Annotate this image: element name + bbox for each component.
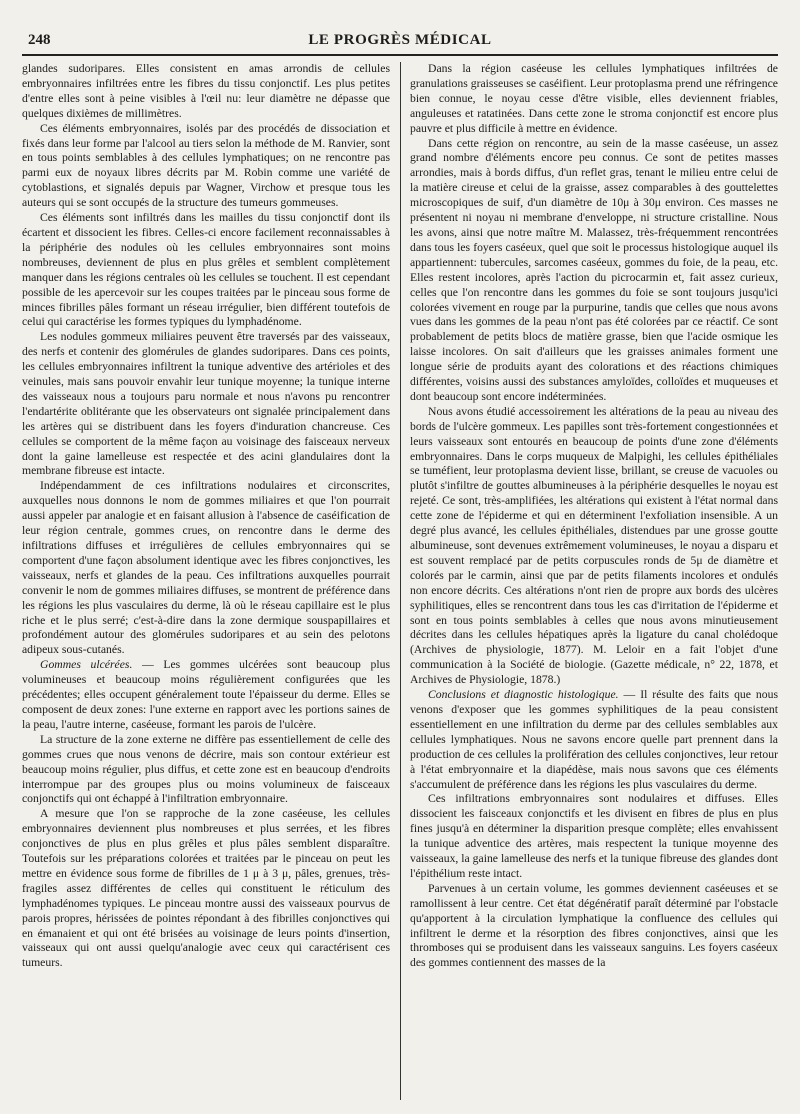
paragraph	[410, 405, 778, 688]
page-header	[22, 30, 778, 56]
paragraph	[410, 882, 778, 971]
paragraph-text: A mesure que l'on se rapproche de la zone caséeuse, les cellules embryonnaires deviennent plus nombreuses et plus serrées, et les fibres conjonctives de plus en plus grêles et plus pâles semblent disparaître. Toutefois sur les préparations colorées et traitées par le pinceau on peut les mettre en évidence sous forme de fibrilles de 1 μ à 3 μ, pâles, grenues, très-fragiles assez différentes de celles qui constituent le réticulum des lymphadénomes typiques. Le pinceau montre aussi des vaisseaux pourvus de parois propres, hérissées de pointes répondant à des fibrilles conjonctives qui en émanaient et qui ont été brisées au voisinage de leurs points d'insertion, vaisseaux qui ont aussi quelqu'analogie avec ceux qui caractérisent ces tumeurs.	[22, 807, 390, 970]
paragraph-text: glandes sudoripares. Elles consistent en amas arrondis de cellules embryonnaires infiltrées entre les fibres du tissu conjonctif. Les plus petites d'entre elles sont à peine visibles à l'œil nu: leur diamètre ne dépasse que quelques dixièmes de millimètres.	[22, 62, 390, 120]
paragraph-text: Dans la région caséeuse les cellules lymphatiques infiltrées de granulations graisseuses se caséifient. Leur protoplasma prend une réfringence bien connue, le noyau cesse d'être visible, elles deviennent friables, anguleuses et ratatinées. Dans cette zone le stroma conjonctif est encore plus pauvre et plus difficile à mettre en évidence.	[410, 62, 778, 135]
paragraph	[22, 62, 390, 122]
paragraph	[410, 137, 778, 405]
paragraph	[22, 733, 390, 808]
right-text-column	[410, 62, 778, 1100]
paragraph-text: Ces éléments sont infiltrés dans les mailles du tissu conjonctif dont ils écartent et dissocient les fibres. Celles-ci encore facilement reconnaissables à la périphérie des nodules où les cellules embryonnaires sont moins nombreuses, deviennent de plus en plus grêles et semblent complètement manquer dans les régions centrales où les cellules se touchent. Il est cependant possible de les apercevoir sur les coupes traitées par le pinceau sous forme de minces fibrilles pâles formant un réseau irrégulier, bien différent toutefois de celui qui caractérise les formes typiques du lymphadénome.	[22, 211, 390, 329]
paragraph	[22, 122, 390, 211]
paragraph-text: Ces infiltrations embryonnaires sont nodulaires et diffuses. Elles dissocient les faisceaux conjonctifs et les divisent en fibres de plus en plus fines jusqu'à en déterminer la disparition presque complète; elles envahissent la tunique adventice des artères, mais respectent la tunique moyenne des vaisseaux, la gaine lamelleuse des nerfs et la tunique fibreuse des glandes dont l'épithélium reste intact.	[410, 792, 778, 880]
paragraph	[22, 211, 390, 330]
paragraph	[22, 807, 390, 971]
paragraph-text: Indépendamment de ces infiltrations nodulaires et circonscrites, auxquelles nous donnons le nom de gommes miliaires et que l'on pourrait aussi appeler par analogie et en faisant allusion à l'absence de caséification de leur région centrale, gommes crues, on rencontre dans le derme des infiltrations diffuses et irrégulières de cellules embryonnaires qui se comportent d'une façon absolument identique avec les fibres conjonctives, les vaisseaux, nerfs et glandes de la peau. Ces infiltrations auxquelles pourrait convenir le nom de gommes miliaires diffuses, se montrent de préférence dans les régions les plus vasculaires du derme, là où le réseau capillaire est le plus riche et le plus serré; c'est-à-dire dans la zone dermique souspapillaires et profondément autour des glomérules sudoripares et au sein des pelotons adipeux sous-cutanés.	[22, 479, 390, 657]
paragraph	[22, 330, 390, 479]
column-divider	[400, 62, 401, 1100]
section-heading: Conclusions et diagnostic histologique.	[428, 688, 619, 702]
paragraph-text: Nous avons étudié accessoirement les altérations de la peau au niveau des bords de l'ulcère gommeux. Les papilles sont très-fortement congestionnées et leurs vaisseaux sont entourés en beaucoup de points d'une zone d'éléments embryonnaires. Dans le corps muqueux de Malpighi, les cellules épithéliales se tuméfient, leur protoplasma devient lisse, brillant, se creuse de vacuoles ou plutôt s'infiltre de gouttes albumineuses à la périphérie desquelles le noyau est rejeté. Ce sont, très-amplifiées, les altérations qui existent à l'état normal dans cette zone de l'épiderme et qui en déterminent l'exfoliation insensible. A un degré plus avancé, les cellules épithéliales, distendues par une grosse goutte albumineuse, sont devenues extrêmement volumineuses, le noyau a disparu et est souvent remplacé par de petits corpuscules ronds de 5μ de diamètre et colorés par le carmin, ainsi que par de petits filaments incolores et ondulés non encore décrits. Ces altérations n'ont rien de propre aux bords des ulcères syphilitiques, elles se rencontrent dans tous les cas d'irritation de l'épiderme et sont en tous points semblables à celles que nous avons minutieusement décrites dans les cellules hépatiques après la ligature du canal cholédoque (Archives de physiologie, 1877). M. Leloir en a fait l'objet d'une communication à la Société de biologie. (Gazette médicale, n° 22, 1878, et Archives de Physiologie, 1878.)	[410, 404, 778, 687]
paragraph-text: — Il résulte des faits que nous venons d'exposer que les gommes syphilitiques de la peau consistent essentiellement en une infiltration du derme par des cellules semblables aux cellules lymphatiques. Nous ne savons encore quelle part prennent dans la production de ces cellules la prolifération des cellules conjonctives, leur retour à l'état embryonnaire et la diapédèse, mais nous savons que ces éléments s'accumulent de préférence dans les régions les plus vasculaires du derme.	[410, 688, 778, 791]
section-heading: Gommes ulcérées.	[40, 658, 133, 672]
paragraph-text: — Les gommes ulcérées sont beaucoup plus volumineuses et beaucoup moins régulièrement configurées que les précédentes; elles occupent généralement toute l'épaisseur du derme. Elles se composent de deux zones: l'une externe en rapport avec les portions saines de la peau, l'autre interne, caséeuse, formant les parois de l'ulcère.	[22, 658, 390, 731]
paragraph	[22, 479, 390, 658]
page-number: 248	[28, 32, 51, 48]
left-text-column	[22, 62, 390, 1100]
paragraph-text: Dans cette région on rencontre, au sein de la masse caséeuse, un assez grand nombre d'éléments encore peu connus. Ce sont de petites masses arrondies, mais à bords diffus, d'un reflet gras, tenant le milieu entre celui de la matière cireuse et celui de la graisse, assez comparables à des gouttelettes microscopiques de suif, d'un diamètre de 10μ à 30μ environ. Ces masses ne présentent ni noyau ni membrane d'enveloppe, ni structure cristalline. Nous les avons, ainsi que notre maître M. Malassez, très-fréquemment rencontrées dans tous les foyers caséeux, quel que soit le processus histologique auquel ils appartiennent: tubercules, sarcomes caséeux, gommes du foie, de la peau, etc. Elles restent incolores, après l'action du picrocarmin et, fait assez curieux, celles que l'on rencontre dans les gommes du foie se sont toujours jusqu'ici colorées vivement en rouge par la purpurine, tandis que celles que nous avons vues dans les gommes de la peau n'ont pas été colorées par ce réactif. Ce sont probablement de petits blocs de matière grasse, bien que l'acide osmique les laisse incolores. On sait d'ailleurs que les graisses animales forment une longue série de produits ayant des colorations et des réactions chimiques différentes, voisins aussi des substances amyloïdes, colloïdes et muqueuses et dont beaucoup sont encore indéterminées.	[410, 136, 778, 403]
journal-title: LE PROGRÈS MÉDICAL	[308, 32, 492, 48]
paragraph	[410, 688, 778, 792]
paragraph	[410, 62, 778, 137]
paragraph	[22, 658, 390, 733]
paragraph-text: Les nodules gommeux miliaires peuvent être traversés par des vaisseaux, des nerfs et contenir des glomérules de glandes sudoripares. Dans ces points, les cellules embryonnaires infiltrent la tunique adventive des artérioles et des veinules, mais sans pouvoir envahir leur tunique moyenne; la tunique interne des vaisseaux nous a toujours paru normale et nous n'avons pu rencontrer l'endartérite oblitérante que les observateurs ont signalée principalement dans les artères qui se distribuent dans les foyers d'induration chancreuse. Ces cellules se comportent de la même façon au voisinage des faisceaux nerveux dont la gaine lamelleuse est respectée et des acini glandulaires dont la membrane fibreuse est intacte.	[22, 330, 390, 478]
paragraph-text: Ces éléments embryonnaires, isolés par des procédés de dissociation et fixés dans leur forme par l'alcool au tiers selon la méthode de M. Ranvier, sont en tous points semblables à des cellules lymphatiques; on ne rencontre pas parmi eux de noyaux libres décrits par M. Robin comme une variété de cytoblastions, et signalés depuis par Wagner, Virchow et presque tous les auteurs qui se sont occupés de la structure des tumeurs gommeuses.	[22, 121, 390, 210]
paragraph-text: Parvenues à un certain volume, les gommes deviennent caséeuses et se ramollissent à leur centre. Cet état dégénératif paraît déterminé par l'obstacle qu'apportent à la circulation lymphatique la confluence des cellules qui infiltrent le derme et la résorption des fibres conjonctives, ainsi que les thromboses qui se produisent dans les vaisseaux sanguins. Les foyers caséeux des gommes contiennent des masses de la	[410, 881, 778, 970]
paragraph-text: La structure de la zone externe ne diffère pas essentiellement de celle des gommes crues que nous venons de décrire, mais son contour extérieur est beaucoup moins régulier, plus diffus, et cette zone est en beaucoup d'endroits interrompue par des groupes plus ou moins volumineux de faisceaux conjonctifs qui ont échappé à l'infiltration embryonnaire.	[22, 732, 390, 806]
paragraph	[410, 792, 778, 881]
